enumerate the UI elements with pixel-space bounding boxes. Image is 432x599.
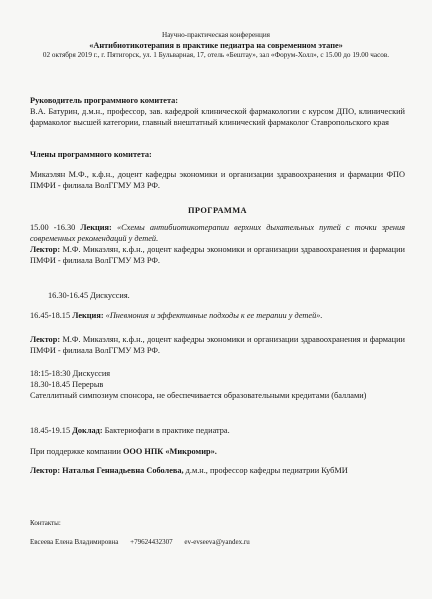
session-3-time: 18.45-19.15 bbox=[30, 426, 71, 435]
session-2-break: 18.30-18.45 Перерыв bbox=[30, 380, 104, 389]
session-1-lecturer-label: Лектор: bbox=[30, 245, 61, 254]
conference-title: «Антибиотикотерапия в практике педиатра на современном этапе» bbox=[89, 41, 343, 50]
session-1-topic: «Схемы антибиотикотерапии верхних дыхательных путей с точки зрения современных рекомендаций у детей. bbox=[30, 223, 406, 243]
committee-chair bbox=[30, 95, 405, 128]
session-2-time: 16.45-18.15 bbox=[30, 311, 71, 320]
session-2-schedule bbox=[30, 368, 405, 401]
chair-text: В.А. Батурин, д.м.н., профессор, зав. кафедрой клинической фармакологии с курсом ДПО, клинический фармаколог высшей категории, главный внештатный клинический фармаколог Ставропольского края bbox=[30, 107, 405, 127]
session-3-lecturer-label: Лектор: Наталья Геннадьевна Соболева, bbox=[30, 466, 184, 475]
session-2-discussion: 18:15-18:30 Дискуссия bbox=[30, 369, 111, 378]
contact-name: Евсеева Елена Владимировна bbox=[30, 538, 119, 546]
session-3-lecturer-text: д.м.н., профессор кафедры педиатрии КубМИ bbox=[185, 466, 348, 475]
members-text: Микаэлян М.Ф., к.ф.н., доцент кафедры экономики и организации здравоохранения и фармации ФПО ПМФИ - филиала ВолГГМУ МЗ РФ. bbox=[30, 170, 405, 190]
contact-email: ev-evseeva@yandex.ru bbox=[184, 538, 250, 546]
session-1-discussion: 16.30-16.45 Дискуссия. bbox=[48, 291, 130, 300]
conference-info: 02 октября 2019 г., г. Пятигорск, ул. 1 Бульварная, 17, отель «Бештау», зал «Форум-Холл», с 15.00 до 19.00 часов. bbox=[42, 51, 390, 59]
sponsor-company: ООО НПК «Микромир». bbox=[122, 447, 217, 456]
session-3 bbox=[30, 425, 405, 436]
members-label: Члены программного комитета: bbox=[30, 150, 152, 159]
session-2-topic: «Пневмония и эффективные подходы к ее терапии у детей». bbox=[105, 311, 323, 320]
conference-header bbox=[0, 30, 432, 61]
session-2 bbox=[30, 310, 405, 321]
program-heading: ПРОГРАММА bbox=[188, 206, 247, 215]
session-1 bbox=[30, 222, 405, 266]
session-1-time: 15.00 -16.30 bbox=[30, 223, 76, 232]
session-2-lecturer bbox=[30, 334, 405, 356]
session-3-type: Доклад: bbox=[72, 426, 103, 435]
contacts-label: Контакты: bbox=[30, 519, 61, 527]
committee-members bbox=[30, 149, 405, 160]
sponsor-line bbox=[30, 446, 405, 457]
symposium-note: Сателлитный симпозиум спонсора, не обеспечивается образовательными кредитами (баллами) bbox=[30, 391, 367, 400]
sponsor-prefix: При поддержке компании bbox=[30, 447, 121, 456]
session-3-lecturer bbox=[30, 465, 405, 476]
session-2-lecturer-label: Лектор: bbox=[30, 335, 61, 344]
session-1-type: Лекция: bbox=[80, 223, 112, 232]
conference-kind: Научно-практическая конференция bbox=[162, 31, 270, 39]
session-2-lecturer-text: М.Ф. Микаэлян, к.ф.н., доцент кафедры экономики и организации здравоохранения и фармации ПМФИ - филиала ВолГГМУ МЗ РФ. bbox=[30, 335, 406, 355]
session-2-type: Лекция: bbox=[72, 311, 104, 320]
session-3-topic: Бактериофаги в практике педиатра. bbox=[104, 426, 230, 435]
session-1-lecturer-text: М.Ф. Микаэлян, к.ф.н., доцент кафедры экономики и организации здравоохранения и фармации ПМФИ - филиала ВолГГМУ МЗ РФ. bbox=[30, 245, 406, 265]
contact-phone: +79624432307 bbox=[130, 538, 173, 546]
chair-label: Руководитель программного комитета: bbox=[30, 96, 179, 105]
contacts-row bbox=[30, 537, 405, 547]
